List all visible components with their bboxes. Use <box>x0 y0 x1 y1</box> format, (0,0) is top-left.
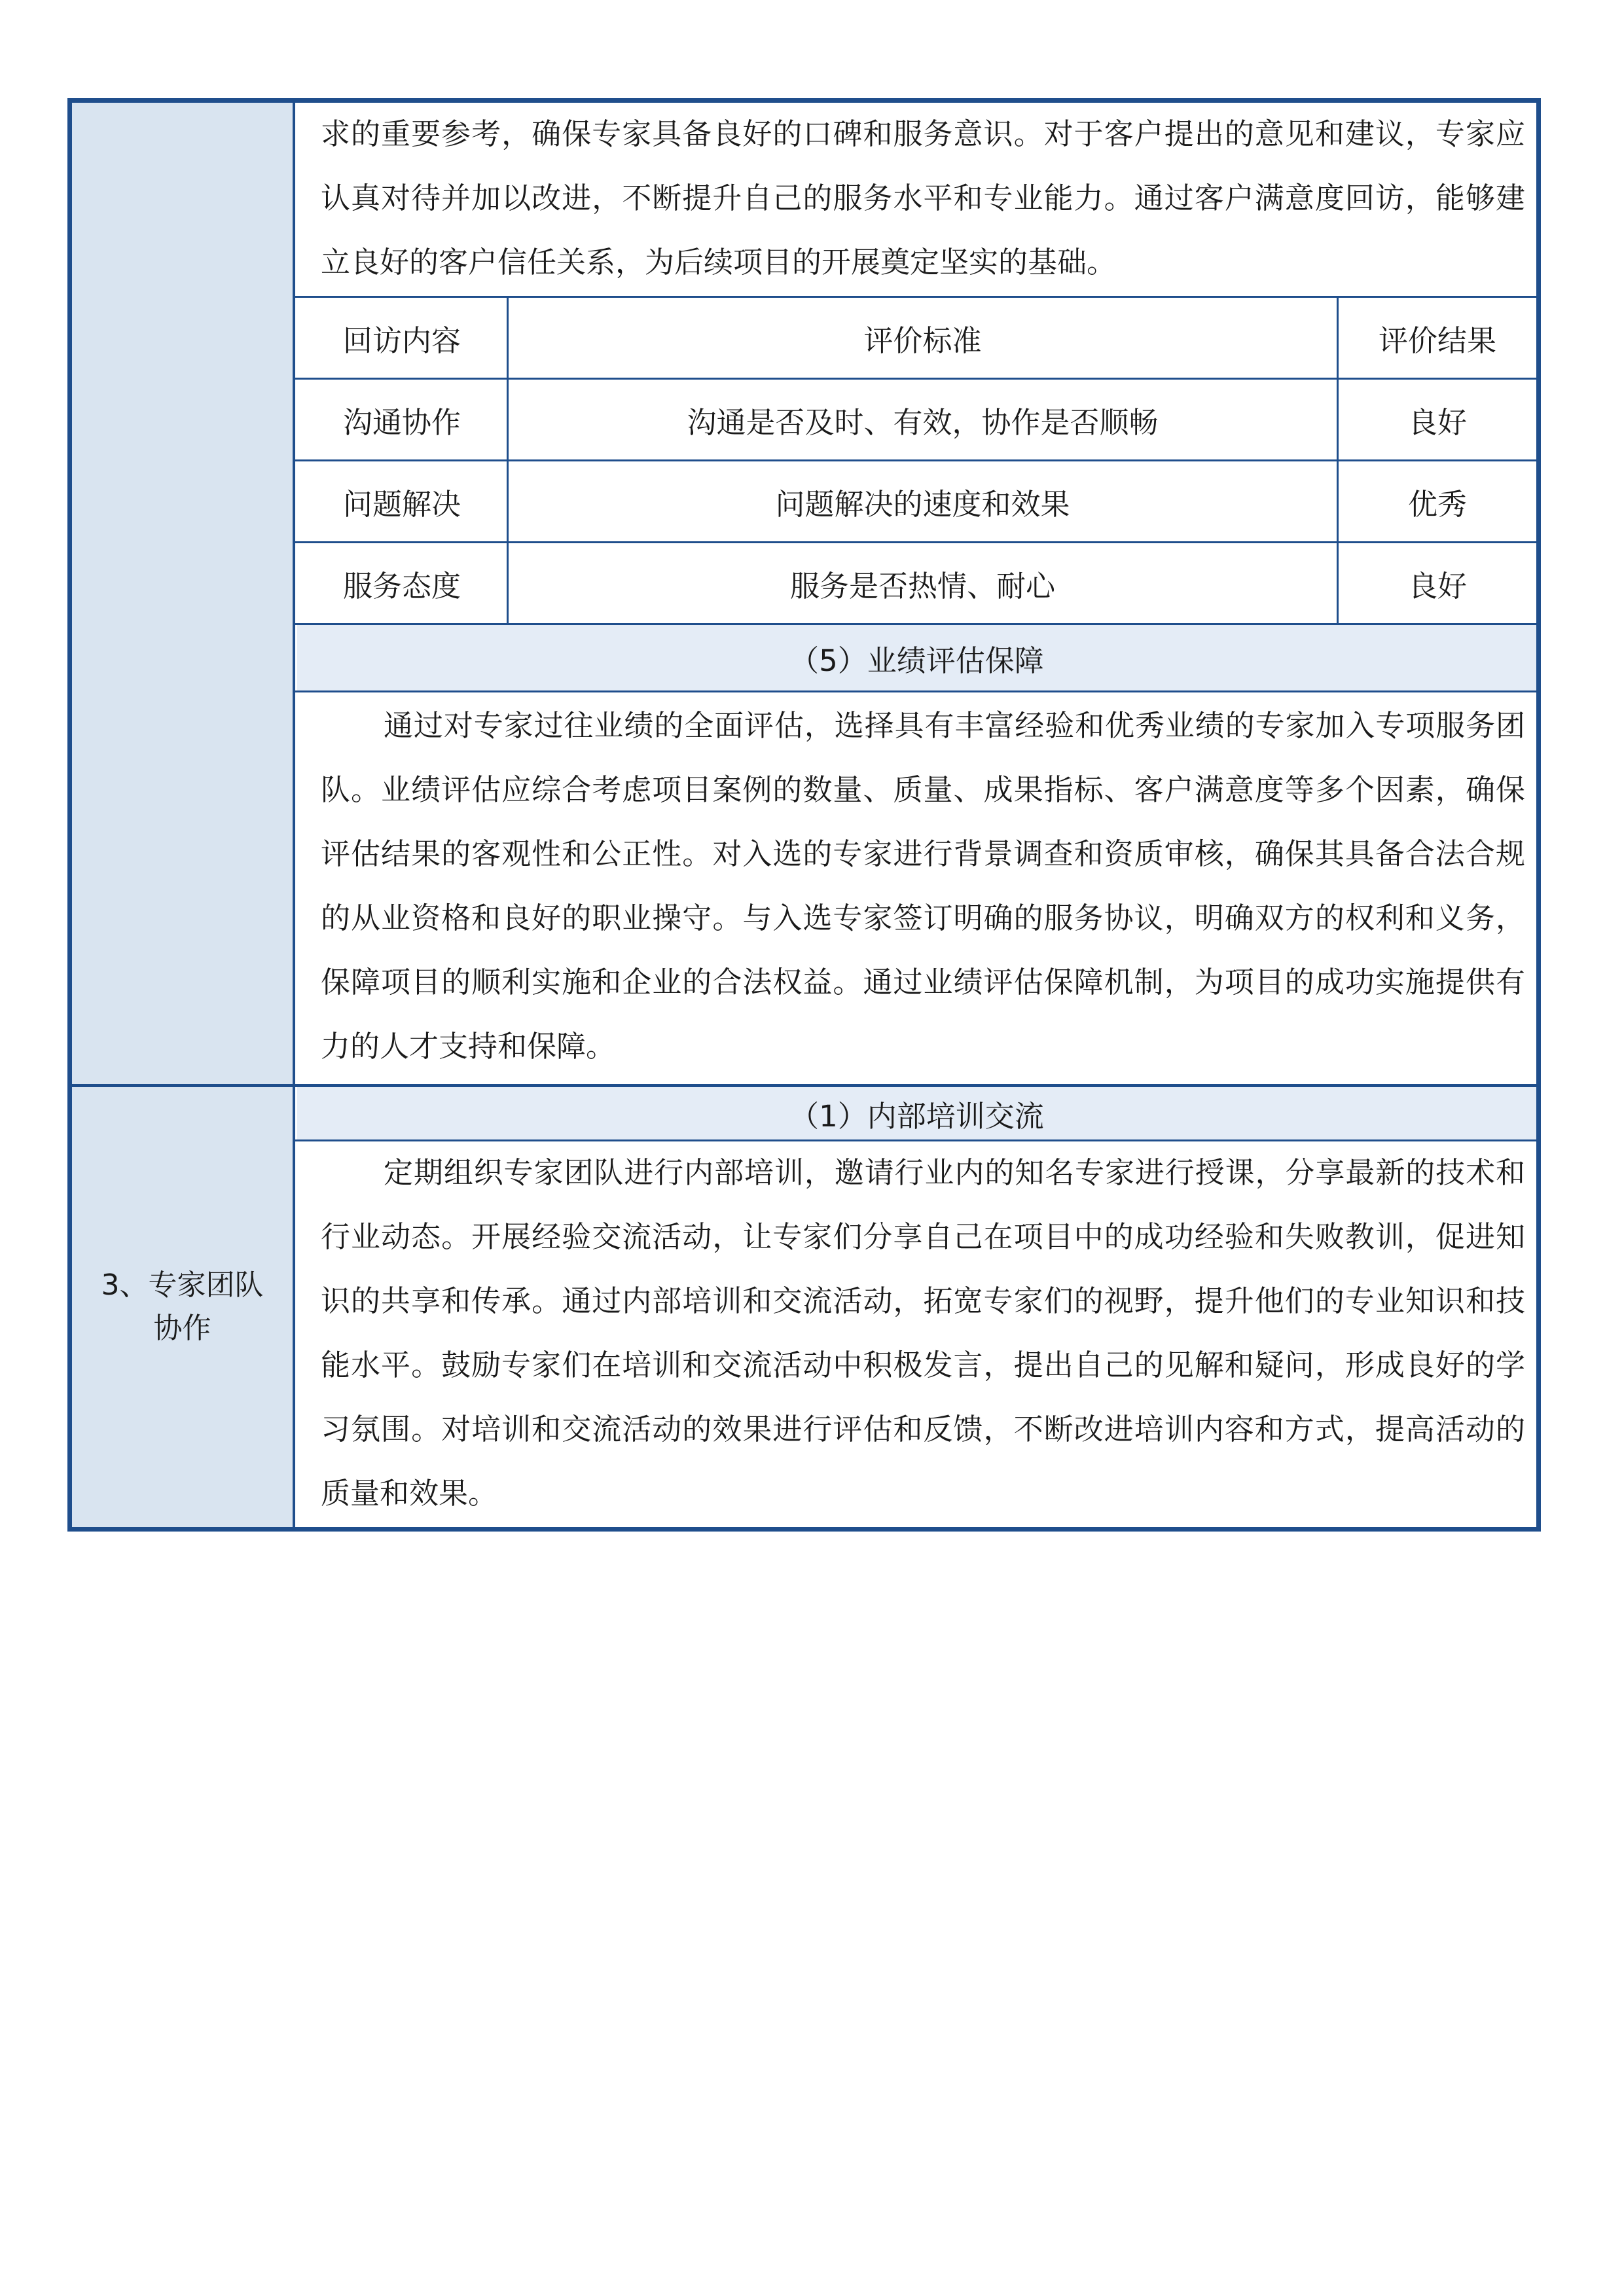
table-cell: 良好 <box>1407 568 1467 603</box>
section-label: 3、专家团队协作 <box>101 1268 264 1345</box>
table-header-cell: 评价标准 <box>863 323 982 358</box>
table-cell: 沟通协作 <box>342 404 461 440</box>
subheading: （1）内部培训交流 <box>789 1098 1044 1134</box>
subheading: （5）业绩评估保障 <box>789 643 1044 678</box>
paragraph-performance: 通过对专家过往业绩的全面评估，选择具有丰富经验和优秀业绩的专家加入专项服务团队。业绩评估应综合考虑项目案例的数量、质量、成果指标、客户满意度等多个因素，确保评估结果的客观性和公正性。对入选的专家进行背景调查和资质审核，确保其具备合法合规的从业资格和良好的职业操守。与入选专家签订明确的服务协议，明确双方的权利和义务，保障项目的顺利实施和企业的合法权益。通过业绩评估保障机制，为项目的成功实施提供有力的人才支持和保障。 <box>321 708 1525 1064</box>
table-header-cell: 回访内容 <box>342 323 461 358</box>
table-cell: 问题解决 <box>342 486 461 522</box>
table-cell: 沟通是否及时、有效，协作是否顺畅 <box>687 404 1159 440</box>
section-label-cell <box>72 1087 295 1527</box>
table-line <box>295 691 1536 692</box>
table-cell: 服务是否热情、耐心 <box>789 568 1055 603</box>
table-cell: 优秀 <box>1407 486 1467 522</box>
table-cell: 良好 <box>1407 404 1467 440</box>
subheading-band <box>297 1087 1536 1139</box>
table-header-cell: 评价结果 <box>1378 323 1496 358</box>
table-cell: 服务态度 <box>342 568 461 603</box>
content-table <box>67 98 1541 1532</box>
paragraph-training: 定期组织专家团队进行内部培训，邀请行业内的知名专家进行授课，分享最新的技术和行业动态。开展经验交流活动，让专家们分享自己在项目中的成功经验和失败教训，促进知识的共享和传承。通过内部培训和交流活动，拓宽专家们的视野，提升他们的专业知识和技能水平。鼓励专家们在培训和交流活动中积极发言，提出自己的见解和疑问，形成良好的学习氛围。对培训和交流活动的效果进行评估和反馈，不断改进培训内容和方式，提高活动的质量和效果。 <box>321 1155 1525 1511</box>
section-label-cell-empty <box>72 103 295 1084</box>
paragraph-continued: 求的重要参考，确保专家具备良好的口碑和服务意识。对于客户提出的意见和建议，专家应认真对待并加以改进，不断提升自己的服务水平和专业能力。通过客户满意度回访，能够建立良好的客户信任关系，为后续项目的开展奠定坚实的基础。 <box>321 117 1525 279</box>
subheading-band <box>297 625 1536 691</box>
table-cell: 问题解决的速度和效果 <box>775 486 1070 522</box>
